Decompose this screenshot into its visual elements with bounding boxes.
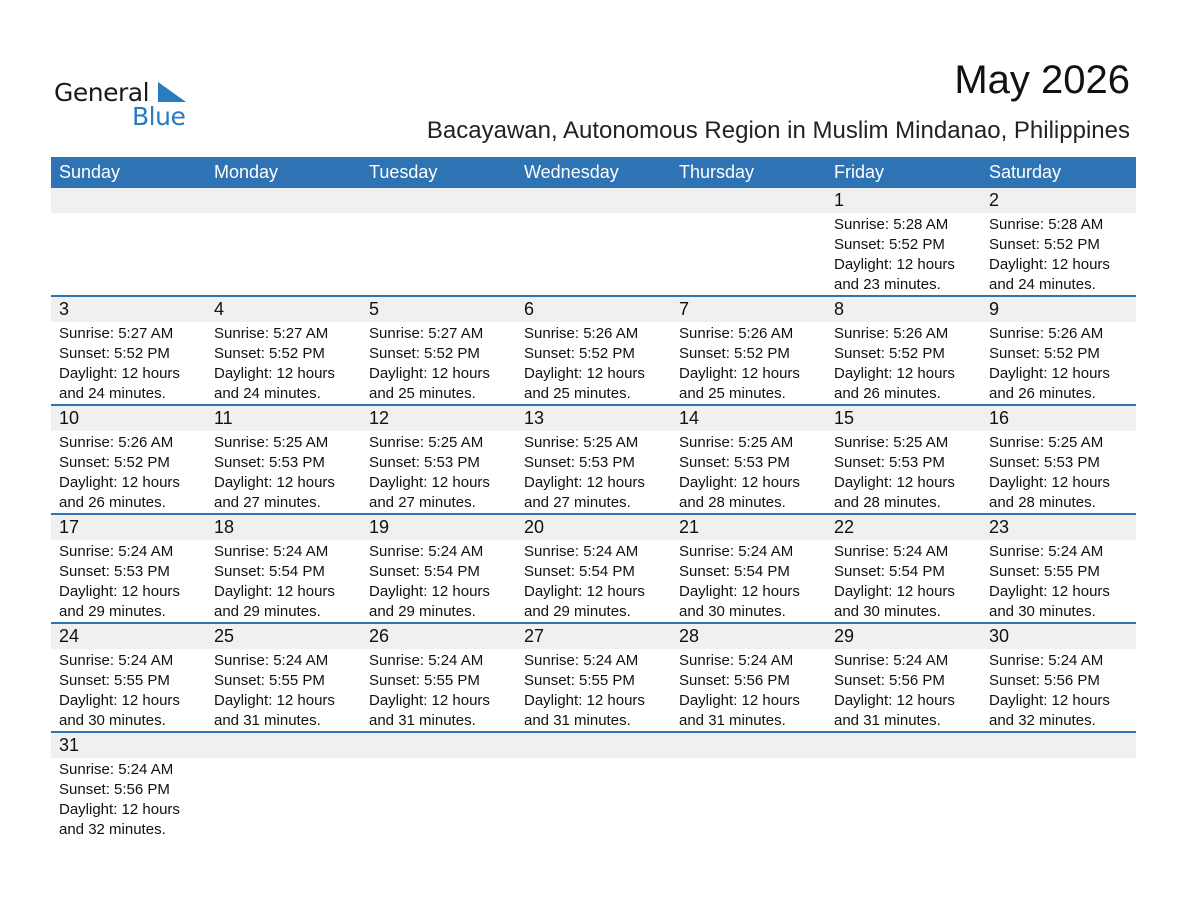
sunrise-text: Sunrise: 5:25 AM (369, 434, 484, 451)
week-row (51, 624, 1136, 733)
day-number: 20 (524, 517, 545, 537)
sunset-text: Sunset: 5:53 PM (989, 454, 1100, 471)
daylight-text: Daylight: 12 hours (214, 474, 335, 491)
sunrise-text: Sunrise: 5:27 AM (59, 325, 174, 342)
sunrise-text: Sunrise: 5:26 AM (834, 325, 949, 342)
day-info-row (51, 431, 1136, 513)
day-cell (826, 540, 981, 622)
day-number: 30 (989, 626, 1010, 646)
day-cell (516, 649, 671, 731)
weekday-sunday: Sunday (59, 162, 121, 182)
sunset-text: Sunset: 5:55 PM (59, 672, 170, 689)
minutes-text: and 23 minutes. (834, 276, 941, 293)
day-cell (361, 758, 516, 840)
sunset-text: Sunset: 5:54 PM (834, 563, 945, 580)
day-cell (206, 758, 361, 840)
day-number: 5 (369, 299, 380, 319)
day-info-row (51, 540, 1136, 622)
daylight-text: Daylight: 12 hours (214, 583, 335, 600)
logo-text-blue: Blue (132, 102, 186, 131)
day-cell (671, 758, 826, 840)
sunset-text: Sunset: 5:53 PM (524, 454, 635, 471)
sunrise-text: Sunrise: 5:25 AM (214, 434, 329, 451)
sunset-text: Sunset: 5:52 PM (369, 345, 480, 362)
sunrise-text: Sunrise: 5:24 AM (524, 652, 639, 669)
sunset-text: Sunset: 5:55 PM (524, 672, 635, 689)
sunset-text: Sunset: 5:52 PM (989, 345, 1100, 362)
day-cell (671, 322, 826, 404)
day-cell (826, 649, 981, 731)
minutes-text: and 32 minutes. (59, 821, 166, 838)
day-number: 28 (679, 626, 700, 646)
day-number: 19 (369, 517, 390, 537)
daylight-text: Daylight: 12 hours (214, 365, 335, 382)
day-number: 17 (59, 517, 80, 537)
daylight-text: Daylight: 12 hours (989, 583, 1110, 600)
day-cell (51, 758, 206, 840)
daylight-text: Daylight: 12 hours (214, 692, 335, 709)
week-row (51, 515, 1136, 624)
sunset-text: Sunset: 5:52 PM (679, 345, 790, 362)
sunrise-text: Sunrise: 5:24 AM (214, 652, 329, 669)
week-row (51, 188, 1136, 297)
day-info-row (51, 213, 1136, 295)
minutes-text: and 28 minutes. (679, 494, 786, 511)
daylight-text: Daylight: 12 hours (369, 365, 490, 382)
sunrise-text: Sunrise: 5:25 AM (524, 434, 639, 451)
day-cell (516, 431, 671, 513)
day-number: 25 (214, 626, 235, 646)
daylight-text: Daylight: 12 hours (679, 692, 800, 709)
day-info-row (51, 649, 1136, 731)
minutes-text: and 30 minutes. (989, 603, 1096, 620)
sunrise-text: Sunrise: 5:24 AM (989, 652, 1104, 669)
day-cell (51, 540, 206, 622)
day-number: 26 (369, 626, 390, 646)
day-number-row (51, 515, 1136, 540)
sunset-text: Sunset: 5:53 PM (369, 454, 480, 471)
day-number: 23 (989, 517, 1010, 537)
day-number: 27 (524, 626, 545, 646)
day-number: 2 (989, 190, 1000, 210)
sunrise-text: Sunrise: 5:27 AM (214, 325, 329, 342)
sunrise-text: Sunrise: 5:25 AM (989, 434, 1104, 451)
day-info-row (51, 758, 1136, 840)
sunrise-text: Sunrise: 5:25 AM (834, 434, 949, 451)
sunset-text: Sunset: 5:53 PM (679, 454, 790, 471)
daylight-text: Daylight: 12 hours (679, 474, 800, 491)
day-number (51, 188, 206, 213)
day-number: 12 (369, 408, 390, 428)
minutes-text: and 29 minutes. (214, 603, 321, 620)
day-number: 29 (834, 626, 855, 646)
sunrise-text: Sunrise: 5:24 AM (834, 652, 949, 669)
day-number: 7 (679, 299, 690, 319)
daylight-text: Daylight: 12 hours (679, 583, 800, 600)
minutes-text: and 30 minutes. (834, 603, 941, 620)
sunrise-text: Sunrise: 5:24 AM (989, 543, 1104, 560)
weekday-wednesday: Wednesday (524, 162, 619, 182)
day-number-row (51, 188, 1136, 213)
sunset-text: Sunset: 5:54 PM (679, 563, 790, 580)
daylight-text: Daylight: 12 hours (834, 256, 955, 273)
day-number (671, 188, 826, 213)
minutes-text: and 25 minutes. (369, 385, 476, 402)
day-number: 15 (834, 408, 855, 428)
sunset-text: Sunset: 5:55 PM (989, 563, 1100, 580)
day-cell (981, 540, 1136, 622)
minutes-text: and 27 minutes. (214, 494, 321, 511)
sunrise-text: Sunrise: 5:25 AM (679, 434, 794, 451)
daylight-text: Daylight: 12 hours (369, 692, 490, 709)
day-cell (51, 431, 206, 513)
day-cell (981, 649, 1136, 731)
day-cell (206, 322, 361, 404)
sunrise-text: Sunrise: 5:26 AM (989, 325, 1104, 342)
day-cell (516, 758, 671, 840)
day-number: 31 (51, 733, 206, 758)
weekday-saturday: Saturday (989, 162, 1062, 182)
daylight-text: Daylight: 12 hours (834, 474, 955, 491)
day-number-row (51, 733, 1136, 758)
day-cell (671, 431, 826, 513)
minutes-text: and 31 minutes. (834, 712, 941, 729)
sunset-text: Sunset: 5:53 PM (59, 563, 170, 580)
daylight-text: Daylight: 12 hours (989, 474, 1110, 491)
sunset-text: Sunset: 5:54 PM (524, 563, 635, 580)
daylight-text: Daylight: 12 hours (834, 583, 955, 600)
day-cell (206, 213, 361, 295)
minutes-text: and 31 minutes. (679, 712, 786, 729)
daylight-text: Daylight: 12 hours (59, 474, 180, 491)
day-cell (826, 322, 981, 404)
sunset-text: Sunset: 5:52 PM (834, 236, 945, 253)
daylight-text: Daylight: 12 hours (369, 474, 490, 491)
sunset-text: Sunset: 5:56 PM (989, 672, 1100, 689)
sunset-text: Sunset: 5:52 PM (214, 345, 325, 362)
sunset-text: Sunset: 5:52 PM (989, 236, 1100, 253)
minutes-text: and 26 minutes. (989, 385, 1096, 402)
day-number (826, 733, 981, 758)
weekday-monday: Monday (214, 162, 279, 182)
sunrise-text: Sunrise: 5:24 AM (524, 543, 639, 560)
day-cell (516, 213, 671, 295)
calendar-grid (51, 157, 1136, 840)
day-number: 14 (679, 408, 700, 428)
daylight-text: Daylight: 12 hours (59, 583, 180, 600)
day-info-row (51, 322, 1136, 404)
sunrise-text: Sunrise: 5:24 AM (369, 652, 484, 669)
minutes-text: and 28 minutes. (834, 494, 941, 511)
minutes-text: and 29 minutes. (524, 603, 631, 620)
minutes-text: and 27 minutes. (369, 494, 476, 511)
day-cell (981, 431, 1136, 513)
minutes-text: and 24 minutes. (989, 276, 1096, 293)
minutes-text: and 28 minutes. (989, 494, 1096, 511)
minutes-text: and 26 minutes. (834, 385, 941, 402)
day-cell (361, 649, 516, 731)
sunrise-text: Sunrise: 5:24 AM (834, 543, 949, 560)
weekday-tuesday: Tuesday (369, 162, 438, 182)
minutes-text: and 29 minutes. (59, 603, 166, 620)
day-cell (826, 431, 981, 513)
sunrise-text: Sunrise: 5:24 AM (59, 652, 174, 669)
minutes-text: and 31 minutes. (369, 712, 476, 729)
sunrise-text: Sunrise: 5:24 AM (679, 543, 794, 560)
day-cell (671, 540, 826, 622)
general-blue-logo (54, 78, 194, 130)
day-cell (516, 322, 671, 404)
day-number (516, 188, 671, 213)
minutes-text: and 26 minutes. (59, 494, 166, 511)
daylight-text: Daylight: 12 hours (524, 692, 645, 709)
sunrise-text: Sunrise: 5:24 AM (214, 543, 329, 560)
day-cell (51, 322, 206, 404)
day-number: 8 (834, 299, 845, 319)
page-title: May 2026 (954, 58, 1130, 102)
daylight-text: Daylight: 12 hours (989, 365, 1110, 382)
minutes-text: and 24 minutes. (214, 385, 321, 402)
weekday-header-row (51, 157, 1136, 188)
day-cell (826, 213, 981, 295)
minutes-text: and 25 minutes. (679, 385, 786, 402)
sunset-text: Sunset: 5:54 PM (369, 563, 480, 580)
daylight-text: Daylight: 12 hours (989, 692, 1110, 709)
day-cell (981, 322, 1136, 404)
day-number: 4 (214, 299, 225, 319)
sunset-text: Sunset: 5:55 PM (214, 672, 325, 689)
day-number (361, 188, 516, 213)
sunset-text: Sunset: 5:56 PM (59, 781, 170, 798)
sunset-text: Sunset: 5:52 PM (834, 345, 945, 362)
daylight-text: Daylight: 12 hours (679, 365, 800, 382)
sunset-text: Sunset: 5:55 PM (369, 672, 480, 689)
sunrise-text: Sunrise: 5:27 AM (369, 325, 484, 342)
day-cell (671, 649, 826, 731)
week-row (51, 733, 1136, 840)
sunset-text: Sunset: 5:53 PM (834, 454, 945, 471)
day-number: 9 (989, 299, 1000, 319)
sunrise-text: Sunrise: 5:24 AM (59, 543, 174, 560)
minutes-text: and 25 minutes. (524, 385, 631, 402)
day-cell (826, 758, 981, 840)
sunrise-text: Sunrise: 5:24 AM (679, 652, 794, 669)
day-cell (51, 649, 206, 731)
minutes-text: and 31 minutes. (524, 712, 631, 729)
logo-triangle-icon (158, 82, 186, 102)
minutes-text: and 31 minutes. (214, 712, 321, 729)
day-cell (361, 213, 516, 295)
sunset-text: Sunset: 5:52 PM (524, 345, 635, 362)
day-number: 3 (59, 299, 70, 319)
weeks-container (51, 188, 1136, 840)
day-number: 18 (214, 517, 235, 537)
day-cell (516, 540, 671, 622)
sunrise-text: Sunrise: 5:26 AM (679, 325, 794, 342)
day-cell (671, 213, 826, 295)
daylight-text: Daylight: 12 hours (834, 365, 955, 382)
location-subtitle: Bacayawan, Autonomous Region in Muslim Mindanao, Philippines (426, 117, 1130, 144)
sunrise-text: Sunrise: 5:28 AM (834, 216, 949, 233)
day-cell (206, 649, 361, 731)
minutes-text: and 27 minutes. (524, 494, 631, 511)
day-number-row (51, 406, 1136, 431)
minutes-text: and 30 minutes. (679, 603, 786, 620)
daylight-text: Daylight: 12 hours (524, 474, 645, 491)
day-number: 10 (59, 408, 80, 428)
minutes-text: and 30 minutes. (59, 712, 166, 729)
day-number: 1 (834, 190, 845, 210)
day-number: 24 (59, 626, 80, 646)
day-number (206, 188, 361, 213)
weekday-friday: Friday (834, 162, 885, 182)
daylight-text: Daylight: 12 hours (369, 583, 490, 600)
day-cell (981, 213, 1136, 295)
day-number: 6 (524, 299, 535, 319)
day-cell (361, 431, 516, 513)
day-cell (361, 540, 516, 622)
day-number-row (51, 297, 1136, 322)
day-number: 13 (524, 408, 545, 428)
day-number: 16 (989, 408, 1010, 428)
day-number (981, 733, 1136, 758)
day-cell (51, 213, 206, 295)
daylight-text: Daylight: 12 hours (59, 801, 180, 818)
daylight-text: Daylight: 12 hours (989, 256, 1110, 273)
day-number: 21 (679, 517, 700, 537)
minutes-text: and 32 minutes. (989, 712, 1096, 729)
week-row (51, 406, 1136, 515)
day-number (671, 733, 826, 758)
sunrise-text: Sunrise: 5:24 AM (59, 761, 174, 778)
daylight-text: Daylight: 12 hours (59, 365, 180, 382)
daylight-text: Daylight: 12 hours (59, 692, 180, 709)
minutes-text: and 24 minutes. (59, 385, 166, 402)
logo-text-general: General (54, 78, 150, 107)
day-number-row (51, 624, 1136, 649)
sunset-text: Sunset: 5:56 PM (679, 672, 790, 689)
day-cell (206, 540, 361, 622)
day-cell (206, 431, 361, 513)
sunset-text: Sunset: 5:54 PM (214, 563, 325, 580)
weekday-thursday: Thursday (679, 162, 755, 182)
day-cell (361, 322, 516, 404)
day-number (206, 733, 361, 758)
sunset-text: Sunset: 5:52 PM (59, 345, 170, 362)
sunrise-text: Sunrise: 5:28 AM (989, 216, 1104, 233)
sunset-text: Sunset: 5:56 PM (834, 672, 945, 689)
daylight-text: Daylight: 12 hours (834, 692, 955, 709)
day-number (516, 733, 671, 758)
daylight-text: Daylight: 12 hours (524, 365, 645, 382)
day-cell (981, 758, 1136, 840)
daylight-text: Daylight: 12 hours (524, 583, 645, 600)
sunset-text: Sunset: 5:53 PM (214, 454, 325, 471)
day-number: 11 (214, 408, 233, 428)
day-number: 22 (834, 517, 855, 537)
day-number (361, 733, 516, 758)
week-row (51, 297, 1136, 406)
minutes-text: and 29 minutes. (369, 603, 476, 620)
sunrise-text: Sunrise: 5:26 AM (59, 434, 174, 451)
sunrise-text: Sunrise: 5:26 AM (524, 325, 639, 342)
sunrise-text: Sunrise: 5:24 AM (369, 543, 484, 560)
sunset-text: Sunset: 5:52 PM (59, 454, 170, 471)
